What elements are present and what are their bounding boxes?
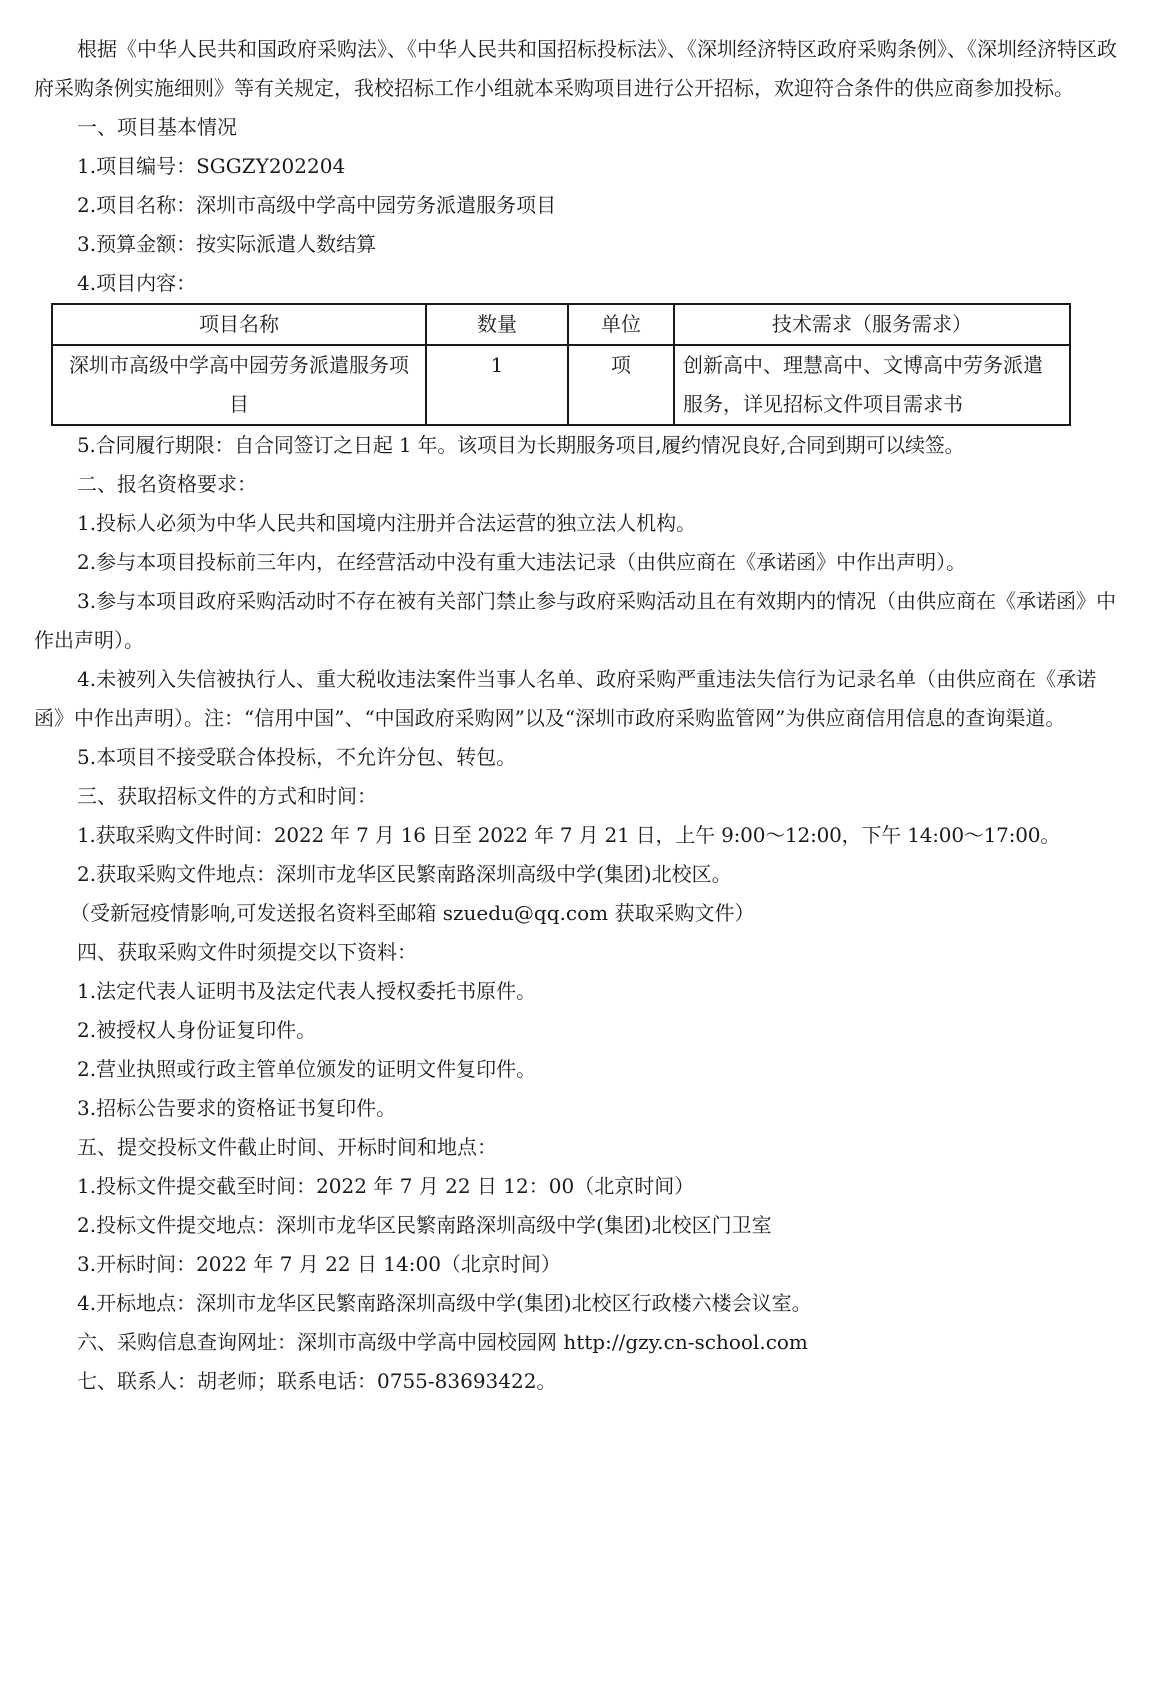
table-cell-requirement: 创新高中、理慧高中、文博高中劳务派遣服务，详见招标文件项目需求书 <box>674 345 1070 425</box>
material-1: 1.法定代表人证明书及法定代表人授权委托书原件。 <box>77 979 537 1003</box>
table-cell-unit: 项 <box>568 345 674 425</box>
section-2-heading: 二、报名资格要求： <box>77 472 257 496</box>
intro-paragraph: 根据《中华人民共和国政府采购法》、《中华人民共和国招标投标法》、《深圳经济特区政府采购条例》、《深圳经济特区政府采购条例实施细则》等有关规定，我校招标工作小组就本采购项目进行公开招标，欢迎符合条件的供应商参加投标。 <box>34 37 1117 100</box>
section-6-website: 六、采购信息查询网址：深圳市高级中学高中园校园网 http://gzy.cn-school.com <box>77 1330 808 1354</box>
qualification-5: 5.本项目不接受联合体投标，不允许分包、转包。 <box>77 745 517 769</box>
table-header-row <box>52 304 1070 345</box>
qualification-2: 2.参与本项目投标前三年内，在经营活动中没有重大违法记录（由供应商在《承诺函》中作出声明）。 <box>77 550 967 574</box>
table-cell-name: 深圳市高级中学高中园劳务派遣服务项目 <box>52 345 426 425</box>
project-content-table <box>51 303 1071 426</box>
material-3: 2.营业执照或行政主管单位颁发的证明文件复印件。 <box>77 1057 537 1081</box>
section-4-heading: 四、获取采购文件时须提交以下资料： <box>77 940 417 964</box>
submission-location: 2.投标文件提交地点：深圳市龙华区民繁南路深圳高级中学(集团)北校区门卫室 <box>77 1213 772 1237</box>
section-7-contact: 七、联系人：胡老师；联系电话：0755-83693422。 <box>77 1369 557 1393</box>
section-3-heading: 三、获取招标文件的方式和时间： <box>77 784 377 808</box>
material-4: 3.招标公告要求的资格证书复印件。 <box>77 1096 397 1120</box>
project-name: 2.项目名称：深圳市高级中学高中园劳务派遣服务项目 <box>77 193 557 217</box>
project-content-label: 4.项目内容： <box>77 271 197 295</box>
obtain-time: 1.获取采购文件时间：2022 年 7 月 16 日至 2022 年 7 月 21 日，上午 9:00～12:00，下午 14:00～17:00。 <box>77 823 1061 847</box>
project-number: 1.项目编号：SGGZY202204 <box>77 154 346 178</box>
table-row <box>52 345 1070 425</box>
section-1-heading: 一、项目基本情况 <box>77 115 237 139</box>
opening-time: 3.开标时间：2022 年 7 月 22 日 14:00（北京时间） <box>77 1252 561 1276</box>
qualification-1: 1.投标人必须为中华人民共和国境内注册并合法运营的独立法人机构。 <box>77 511 697 535</box>
material-2: 2.被授权人身份证复印件。 <box>77 1018 317 1042</box>
obtain-note: （受新冠疫情影响,可发送报名资料至邮箱 szuedu@qq.com 获取采购文件） <box>70 901 755 925</box>
table-header-cell: 单位 <box>568 304 674 345</box>
table-header-cell: 项目名称 <box>52 304 426 345</box>
table-cell-qty: 1 <box>426 345 568 425</box>
section-5-heading: 五、提交投标文件截止时间、开标时间和地点： <box>77 1135 497 1159</box>
opening-location: 4.开标地点：深圳市龙华区民繁南路深圳高级中学(集团)北校区行政楼六楼会议室。 <box>77 1291 812 1315</box>
qualification-4: 4.未被列入失信被执行人、重大税收违法案件当事人名单、政府采购严重违法失信行为记录名单（由供应商在《承诺函》中作出声明）。注：“信用中国”、“中国政府采购网”以及“深圳市政府采购监管网”为供应商信用信息的查询渠道。 <box>34 667 1097 730</box>
contract-period: 5.合同履行期限：自合同签订之日起 1 年。该项目为长期服务项目,履约情况良好,合同到期可以续签。 <box>77 433 965 457</box>
deadline-time: 1.投标文件提交截至时间：2022 年 7 月 22 日 12：00（北京时间） <box>77 1174 695 1198</box>
budget-amount: 3.预算金额：按实际派遣人数结算 <box>77 232 377 256</box>
qualification-3: 3.参与本项目政府采购活动时不存在被有关部门禁止参与政府采购活动且在有效期内的情况（由供应商在《承诺函》中作出声明）。 <box>34 589 1117 652</box>
table-header-cell: 技术需求（服务需求） <box>674 304 1070 345</box>
obtain-location: 2.获取采购文件地点：深圳市龙华区民繁南路深圳高级中学(集团)北校区。 <box>77 862 732 886</box>
table-header-cell: 数量 <box>426 304 568 345</box>
